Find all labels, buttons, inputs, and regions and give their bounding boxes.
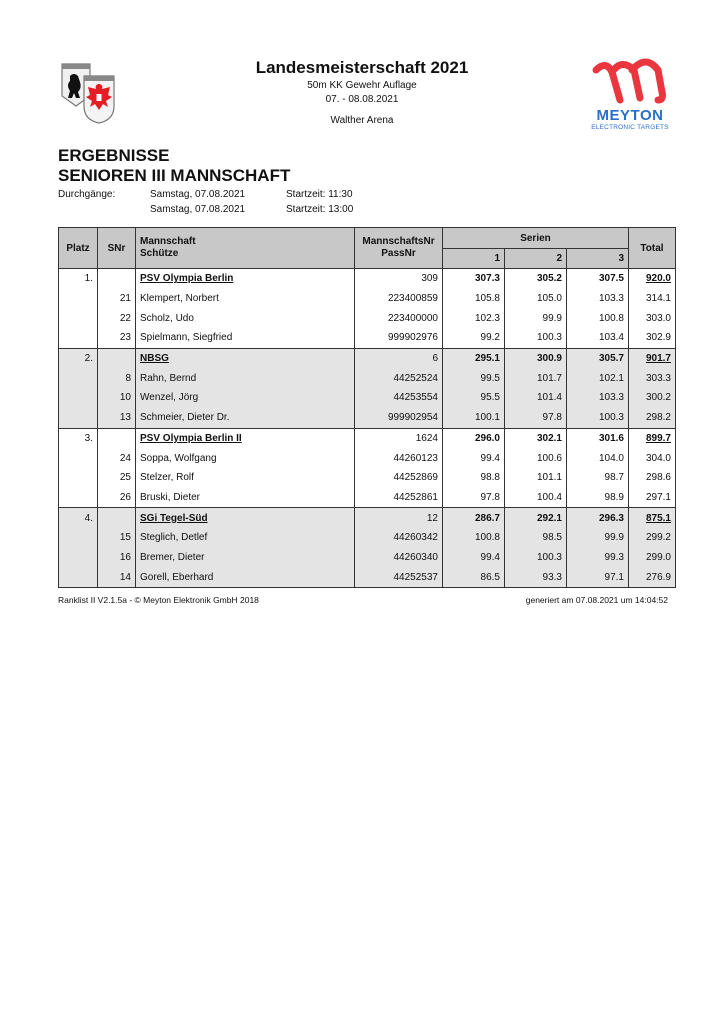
page-title: Landesmeisterschaft 2021 (255, 58, 469, 77)
team-nr: 1624 (355, 428, 443, 448)
shooter-row (59, 468, 676, 488)
col-header-mannschaftsnr-label: MannschaftsNr (362, 236, 435, 247)
shooter-total: 303.3 (629, 368, 676, 388)
shooter-passnr: 223400859 (355, 289, 443, 309)
shooter-serie-1: 100.1 (443, 408, 505, 428)
footer-version: Ranklist II V2.1.5a - © Meyton Elektronik GmbH 2018 (58, 595, 259, 605)
shooter-passnr: 999902954 (355, 408, 443, 428)
shooter-passnr: 44260123 (355, 448, 443, 468)
shooter-total: 298.2 (629, 408, 676, 428)
shooter-serie-1: 98.8 (443, 468, 505, 488)
shooter-name: Rahn, Bernd (136, 368, 355, 388)
col-header-schuetze-label: Schütze (140, 248, 179, 259)
shooter-total: 300.2 (629, 388, 676, 408)
shooter-serie-2: 100.3 (505, 548, 567, 568)
shooter-serie-3: 100.8 (567, 308, 629, 328)
shooter-serie-3: 103.4 (567, 328, 629, 348)
event-dates: 07. - 08.08.2021 (325, 94, 399, 105)
shooter-serie-1: 105.8 (443, 289, 505, 309)
team-nr: 309 (355, 269, 443, 289)
col-header-platz: Platz (59, 228, 98, 269)
team-snr (98, 269, 136, 289)
shooter-total: 276.9 (629, 567, 676, 587)
team-platz: 2. (59, 348, 98, 368)
shooter-name: Stelzer, Rolf (136, 468, 355, 488)
shooter-passnr: 223400000 (355, 308, 443, 328)
shooter-snr: 8 (98, 368, 136, 388)
team-serie-1: 295.1 (443, 348, 505, 368)
shooter-name: Klempert, Norbert (136, 289, 355, 309)
shooter-name: Gorell, Eberhard (136, 567, 355, 587)
team-serie-2: 305.2 (505, 269, 567, 289)
shooter-name: Schmeier, Dieter Dr. (136, 408, 355, 428)
shooter-row (59, 308, 676, 328)
shooter-serie-3: 98.7 (567, 468, 629, 488)
shooter-snr: 10 (98, 388, 136, 408)
shooter-serie-3: 99.9 (567, 528, 629, 548)
col-header-snr: SNr (98, 228, 136, 269)
team-serie-3: 305.7 (567, 348, 629, 368)
meyton-logo (588, 58, 672, 134)
durchgang-1-date: Samstag, 07.08.2021 (150, 189, 246, 200)
col-header-serie-2: 2 (505, 249, 567, 269)
team-total: 899.7 (629, 428, 676, 448)
shooter-serie-3: 100.3 (567, 408, 629, 428)
shooter-total: 302.9 (629, 328, 676, 348)
shooter-passnr: 44260342 (355, 528, 443, 548)
shooter-passnr: 44260340 (355, 548, 443, 568)
col-header-mannschaft-label: Mannschaft (140, 236, 196, 247)
shooter-row (59, 328, 676, 348)
shooter-total: 304.0 (629, 448, 676, 468)
team-serie-2: 300.9 (505, 348, 567, 368)
meyton-m-logo-icon (588, 58, 672, 106)
shooter-name: Bremer, Dieter (136, 548, 355, 568)
shooter-serie-1: 99.4 (443, 448, 505, 468)
col-header-mannschaftsnr (355, 228, 443, 269)
shooter-snr: 22 (98, 308, 136, 328)
team-name: NBSG (136, 348, 355, 368)
shooter-name: Soppa, Wolfgang (136, 448, 355, 468)
shooter-serie-1: 102.3 (443, 308, 505, 328)
shooter-serie-2: 101.4 (505, 388, 567, 408)
team-total: 920.0 (629, 269, 676, 289)
shooter-serie-2: 97.8 (505, 408, 567, 428)
shooter-name: Bruski, Dieter (136, 488, 355, 508)
shooter-serie-2: 101.1 (505, 468, 567, 488)
venue: Walther Arena (330, 115, 394, 126)
shooter-name: Steglich, Detlef (136, 528, 355, 548)
shooter-name: Scholz, Udo (136, 308, 355, 328)
team-snr (98, 508, 136, 528)
shooter-passnr: 44252861 (355, 488, 443, 508)
col-header-mannschaft (136, 228, 355, 269)
durchgaenge-label: Durchgänge: (58, 189, 116, 200)
team-total: 875.1 (629, 508, 676, 528)
shooter-serie-2: 105.0 (505, 289, 567, 309)
shooter-serie-2: 101.7 (505, 368, 567, 388)
team-snr (98, 428, 136, 448)
shooter-serie-2: 99.9 (505, 308, 567, 328)
shooter-total: 299.0 (629, 548, 676, 568)
shooter-serie-3: 104.0 (567, 448, 629, 468)
shooter-snr: 23 (98, 328, 136, 348)
shooter-serie-1: 100.8 (443, 528, 505, 548)
shooter-serie-3: 97.1 (567, 567, 629, 587)
durchgang-2-date: Samstag, 07.08.2021 (150, 204, 246, 215)
durchgang-1-start: Startzeit: 11:30 (286, 189, 353, 200)
col-header-serie-1: 1 (443, 249, 505, 269)
team-name: SGi Tegel-Süd (136, 508, 355, 528)
shooter-serie-2: 100.6 (505, 448, 567, 468)
team-row (59, 508, 676, 528)
team-name: PSV Olympia Berlin II (136, 428, 355, 448)
shooter-serie-1: 99.2 (443, 328, 505, 348)
shooter-passnr: 999902976 (355, 328, 443, 348)
shooter-serie-1: 86.5 (443, 567, 505, 587)
shooter-serie-3: 103.3 (567, 289, 629, 309)
shooter-name: Spielmann, Siegfried (136, 328, 355, 348)
shooter-passnr: 44252537 (355, 567, 443, 587)
team-nr: 6 (355, 348, 443, 368)
shooter-snr: 21 (98, 289, 136, 309)
shooter-row (59, 488, 676, 508)
shooter-snr: 15 (98, 528, 136, 548)
team-total: 901.7 (629, 348, 676, 368)
team-row (59, 428, 676, 448)
shooter-serie-2: 98.5 (505, 528, 567, 548)
team-platz: 1. (59, 269, 98, 289)
shooter-snr: 14 (98, 567, 136, 587)
shooter-total: 298.6 (629, 468, 676, 488)
shooter-serie-1: 95.5 (443, 388, 505, 408)
shooter-serie-3: 103.3 (567, 388, 629, 408)
results-table (58, 227, 676, 588)
shooter-serie-3: 99.3 (567, 548, 629, 568)
shooter-row (59, 289, 676, 309)
table-header-row (59, 228, 676, 249)
shooter-row (59, 368, 676, 388)
shooter-serie-3: 98.9 (567, 488, 629, 508)
footer-generated: generiert am 07.08.2021 um 14:04:52 (525, 595, 668, 605)
col-header-total: Total (629, 228, 676, 269)
col-header-passnr-label: PassNr (381, 248, 416, 259)
shooter-row (59, 448, 676, 468)
team-platz: 3. (59, 428, 98, 448)
shooter-passnr: 44252524 (355, 368, 443, 388)
shooter-passnr: 44253554 (355, 388, 443, 408)
team-serie-1: 296.0 (443, 428, 505, 448)
meyton-wordmark: MEYTON (596, 107, 664, 124)
shooter-row (59, 408, 676, 428)
shooter-row (59, 548, 676, 568)
team-serie-2: 302.1 (505, 428, 567, 448)
team-platz: 4. (59, 508, 98, 528)
shooter-name: Wenzel, Jörg (136, 388, 355, 408)
durchgang-2-start: Startzeit: 13:00 (286, 204, 354, 215)
shooter-serie-3: 102.1 (567, 368, 629, 388)
team-name: PSV Olympia Berlin (136, 269, 355, 289)
section-heading: ERGEBNISSE (58, 146, 170, 165)
team-nr: 12 (355, 508, 443, 528)
shooter-snr: 24 (98, 448, 136, 468)
team-serie-3: 296.3 (567, 508, 629, 528)
team-serie-1: 286.7 (443, 508, 505, 528)
shooter-row (59, 528, 676, 548)
team-serie-3: 301.6 (567, 428, 629, 448)
discipline: 50m KK Gewehr Auflage (307, 80, 417, 91)
shooter-serie-1: 99.4 (443, 548, 505, 568)
col-header-serien: Serien (443, 228, 629, 249)
shooter-serie-1: 97.8 (443, 488, 505, 508)
team-serie-2: 292.1 (505, 508, 567, 528)
section-subheading: SENIOREN III MANNSCHAFT (58, 166, 291, 185)
shooter-serie-2: 100.3 (505, 328, 567, 348)
shooter-serie-2: 93.3 (505, 567, 567, 587)
shooter-row (59, 567, 676, 587)
col-header-serie-3: 3 (567, 249, 629, 269)
shooter-serie-2: 100.4 (505, 488, 567, 508)
shooter-row (59, 388, 676, 408)
team-row (59, 269, 676, 289)
shooter-snr: 13 (98, 408, 136, 428)
shooter-total: 297.1 (629, 488, 676, 508)
shooter-snr: 26 (98, 488, 136, 508)
shooter-total: 299.2 (629, 528, 676, 548)
meyton-tagline: ELECTRONIC TARGETS (591, 124, 669, 131)
shooter-total: 314.1 (629, 289, 676, 309)
shooter-snr: 25 (98, 468, 136, 488)
shooter-total: 303.0 (629, 308, 676, 328)
team-serie-3: 307.5 (567, 269, 629, 289)
team-row (59, 348, 676, 368)
shooter-snr: 16 (98, 548, 136, 568)
shooter-serie-1: 99.5 (443, 368, 505, 388)
team-snr (98, 348, 136, 368)
team-serie-1: 307.3 (443, 269, 505, 289)
shooter-passnr: 44252869 (355, 468, 443, 488)
